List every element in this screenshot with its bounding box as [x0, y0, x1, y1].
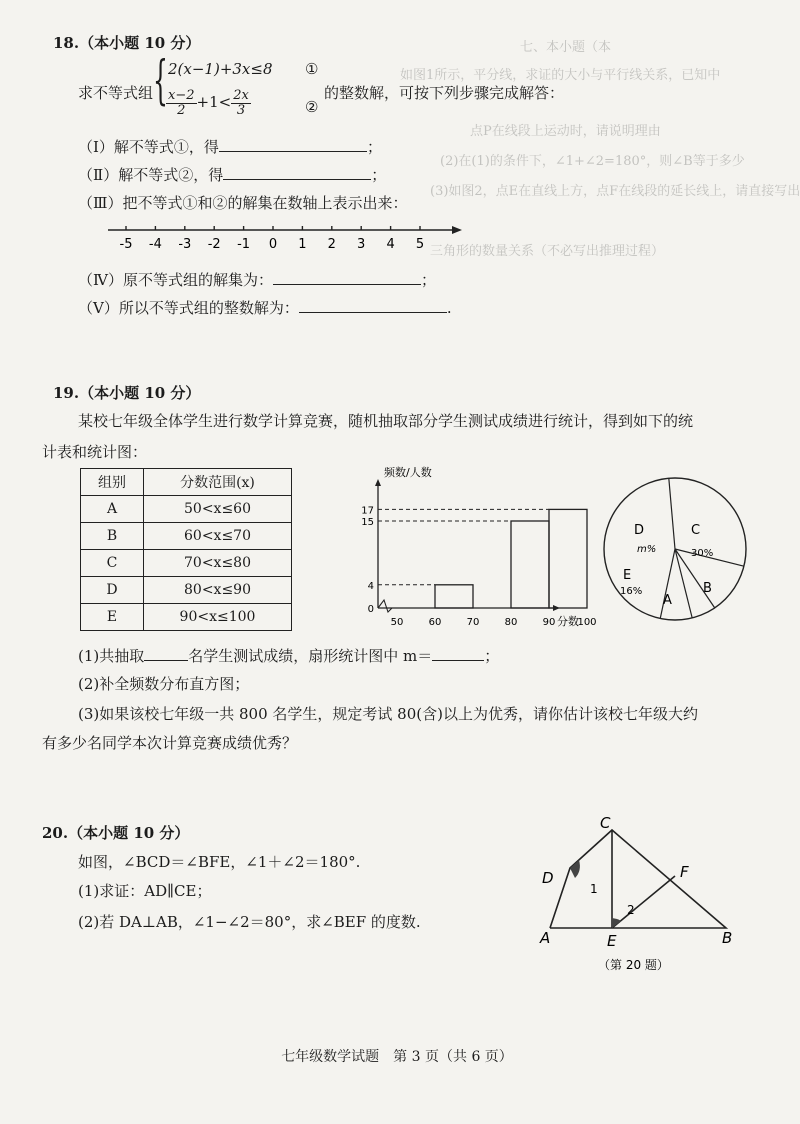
x-tick-label: 90	[542, 617, 556, 628]
answer-blank[interactable]	[223, 165, 371, 180]
inequality-1-mark: ①	[305, 60, 319, 78]
x-axis-label: 分数	[557, 615, 579, 628]
answer-blank[interactable]	[273, 270, 421, 285]
y-tick-label: 15	[361, 517, 374, 528]
y-tick-label: 0	[367, 604, 374, 615]
label-f: F	[680, 863, 689, 881]
histogram-bar	[511, 521, 549, 608]
number-line-label: -3	[178, 237, 192, 252]
answer-blank[interactable]	[432, 646, 484, 661]
pie-slice-boundary	[675, 549, 692, 618]
label-d: D	[542, 869, 554, 887]
q18-heading	[53, 32, 200, 53]
table-row	[81, 577, 292, 604]
q20-given: 如图，∠BCD＝∠BFE，∠1＋∠2＝180°.	[78, 853, 361, 871]
number-line-label: 3	[357, 237, 366, 252]
table-cell: 90<x≤100	[144, 604, 292, 631]
q18-suffix: 的整数解，可按下列步骤完成解答：	[324, 84, 565, 102]
ghost-text: 如图1所示，平分线，求证的大小与平行线关系，已知中	[400, 68, 721, 83]
q19-heading: 19.（本小题 10 分）	[53, 384, 201, 402]
q18-step-3: （Ⅲ）把不等式①和②的解集在数轴上表示出来：	[78, 194, 408, 212]
angle-2-mark	[612, 918, 621, 928]
label-angle-1: 1	[590, 882, 598, 896]
q18-step-2: （Ⅱ）解不等式②，得 ；	[78, 166, 387, 184]
table-cell: 50<x≤60	[144, 496, 292, 523]
inequality-2-mark: ②	[305, 98, 319, 116]
number-line-label: -4	[148, 237, 162, 252]
table-header: 分数范围(x)	[144, 469, 292, 496]
label-c: C	[600, 814, 611, 832]
table-cell: 80<x≤90	[144, 577, 292, 604]
inequality-1: 2(x−1)+3x≤8	[168, 60, 273, 78]
number-line-arrow	[452, 226, 462, 234]
x-tick-label: 100	[577, 617, 597, 628]
histogram	[358, 462, 597, 632]
pie-chart	[600, 474, 750, 624]
ghost-text: (2)在(1)的条件下，∠1+∠2=180°，则∠B等于多少	[440, 154, 745, 169]
q20-sub-2: (2)若 DA⊥AB，∠1−∠2＝80°，求∠BEF 的度数.	[78, 913, 421, 931]
table-row	[81, 604, 292, 631]
ghost-text: 三角形的数量关系（不必写出推理过程）	[430, 244, 665, 259]
answer-blank[interactable]	[299, 298, 447, 313]
x-tick-label: 50	[390, 617, 404, 628]
number-line-label: -1	[237, 237, 251, 252]
table-cell: 70<x≤80	[144, 550, 292, 577]
q19-intro-line-2: 计表和统计图：	[42, 443, 148, 461]
segment-ef	[612, 876, 675, 928]
ghost-text: 七、本小题（本	[520, 40, 612, 55]
q18-number: 18.	[53, 34, 80, 52]
number-line	[100, 218, 470, 258]
q19-sub-1: (1)共抽取 名学生测试成绩，扇形统计图中 m＝ ；	[78, 647, 500, 665]
table-cell: C	[81, 550, 144, 577]
number-line-label: 5	[415, 237, 425, 252]
x-tick-label: 80	[504, 617, 518, 628]
number-line-label: 1	[298, 237, 307, 252]
q18-step-5: （Ⅴ）所以不等式组的整数解为： .	[78, 299, 452, 317]
label-b: B	[722, 929, 733, 947]
table-cell: A	[81, 496, 144, 523]
pie-slice-label: B	[703, 581, 712, 596]
y-tick-label: 17	[361, 505, 374, 517]
label-e: E	[607, 932, 617, 950]
ghost-text: (3)如图2，点E在直线上方，点F在线段的延长线上，请直接写出	[430, 184, 800, 199]
pie-slice-boundary	[660, 549, 675, 618]
figure-caption: （第 20 题）	[598, 958, 669, 972]
geometry-figure	[530, 816, 745, 978]
table-row	[81, 496, 292, 523]
pie-value-label: 16%	[620, 586, 643, 597]
q20-sub-1: (1)求证：AD∥CE；	[78, 882, 212, 900]
q19-sub-3-line-1: (3)如果该校七年级一共 800 名学生，规定考试 80(含)以上为优秀，请你估计该校七年级大约	[78, 705, 698, 723]
label-a: A	[540, 929, 551, 947]
table-cell: 60<x≤70	[144, 523, 292, 550]
q18-step-4: （Ⅳ）原不等式组的解集为： ；	[78, 271, 437, 289]
fraction: $\frac{x-2}{2}$	[168, 88, 195, 118]
x-tick-label: 60	[428, 617, 442, 628]
ghost-text: 点P在线段上运动时，请说明理由	[470, 124, 661, 139]
q18-points: （本小题 10 分）	[79, 34, 201, 52]
y-axis-arrow	[375, 479, 381, 486]
fraction: $\frac{2x}{3}$	[233, 88, 249, 118]
y-axis-label: 频数/人数	[384, 466, 432, 479]
q18-step-1: （Ⅰ）解不等式①，得 ；	[78, 138, 382, 156]
pie-slice-label: E	[623, 568, 632, 583]
label-angle-2: 2	[627, 903, 635, 917]
q20-heading: 20.（本小题 10 分）	[42, 824, 190, 842]
q19-intro-line-1: 某校七年级全体学生进行数学计算竞赛，随机抽取部分学生测试成绩进行统计，得到如下的统	[78, 412, 694, 430]
page-footer: 七年级数学试题 第 3 页（共 6 页）	[281, 1049, 513, 1065]
system-brace: {	[153, 51, 168, 111]
pie-slice-label: C	[691, 523, 701, 538]
y-tick-label: 4	[367, 580, 374, 592]
table-cell: D	[81, 577, 144, 604]
pie-value-label: 30%	[691, 548, 714, 559]
figure-outline	[550, 830, 726, 928]
number-line-label: -2	[207, 237, 221, 252]
inequality-2: $\frac{x-2}{2}$ +1< $\frac{2x}{3}$	[168, 88, 249, 118]
table-cell: E	[81, 604, 144, 631]
number-line-label: 2	[327, 237, 336, 252]
axis-break	[378, 600, 392, 612]
number-line-label: 0	[268, 237, 278, 252]
pie-slice-label: A	[663, 593, 672, 608]
table-row	[81, 550, 292, 577]
table-header-row	[81, 469, 292, 496]
pie-slice-label: D	[634, 523, 645, 538]
table-row	[81, 523, 292, 550]
number-line-label: 4	[386, 237, 395, 252]
table-cell: B	[81, 523, 144, 550]
q19-sub-3-line-2: 有多少名同学本次计算竞赛成绩优秀？	[42, 734, 298, 752]
answer-blank[interactable]	[219, 137, 367, 152]
answer-blank[interactable]	[144, 646, 188, 661]
q18-intro: 求不等式组	[78, 84, 154, 102]
score-table	[80, 468, 292, 631]
pie-slice-boundary	[669, 478, 675, 549]
x-tick-label: 70	[466, 617, 480, 628]
q19-sub-2: (2)补全频数分布直方图；	[78, 675, 250, 693]
histogram-bar	[549, 509, 587, 608]
histogram-bar	[435, 585, 473, 608]
number-line-label: -5	[119, 237, 133, 252]
pie-value-label: m%	[637, 544, 657, 555]
table-header: 组别	[81, 469, 144, 496]
